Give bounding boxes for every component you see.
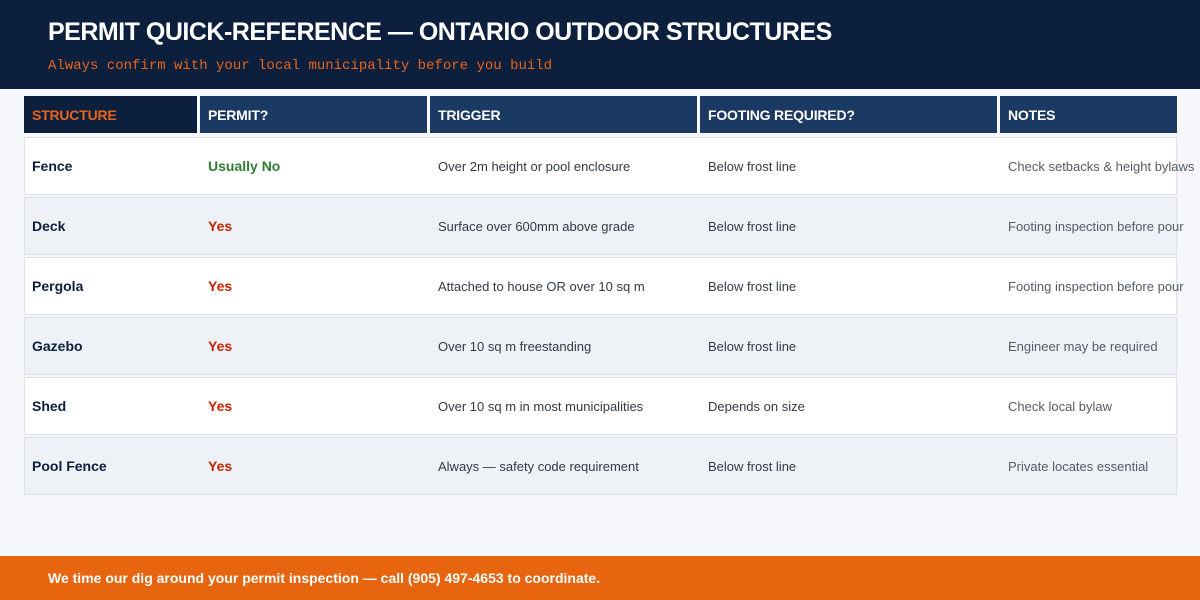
cell-trigger: Surface over 600mm above grade	[438, 218, 635, 234]
table-row	[24, 197, 1184, 255]
cell-footing: Depends on size	[708, 398, 805, 414]
column-header-notes: NOTES	[1000, 96, 1177, 133]
cell-notes: Private locates essential	[1008, 458, 1149, 474]
column-header-trigger: TRIGGER	[430, 96, 697, 133]
cell-notes: Check setbacks & height bylaws	[1008, 158, 1195, 174]
cell-structure: Pool Fence	[32, 458, 107, 474]
cell-permit: Yes	[208, 398, 233, 414]
column-header-structure: STRUCTURE	[24, 96, 197, 133]
table-row	[24, 257, 1184, 315]
table-header-row	[24, 96, 1200, 133]
cell-notes: Footing inspection before pour	[1008, 278, 1184, 294]
cell-trigger: Over 10 sq m in most municipalities	[438, 398, 644, 414]
footer-banner	[0, 556, 1200, 600]
table-body	[24, 137, 1200, 495]
table-row	[24, 317, 1177, 375]
cell-footing: Below frost line	[708, 158, 797, 174]
page-title: PERMIT QUICK-REFERENCE — ONTARIO OUTDOOR STRUCTURES	[48, 18, 832, 46]
table-row	[24, 377, 1177, 435]
column-header-footing: FOOTING REQUIRED?	[700, 96, 997, 133]
cell-permit: Yes	[208, 278, 233, 294]
cell-notes: Engineer may be required	[1008, 338, 1158, 354]
cell-permit: Usually No	[208, 158, 281, 174]
page-subtitle: Always confirm with your local municipality before you build	[48, 58, 553, 74]
table-row	[24, 137, 1195, 195]
cell-structure: Pergola	[32, 278, 84, 294]
cell-trigger: Always — safety code requirement	[438, 458, 639, 474]
cell-footing: Below frost line	[708, 278, 797, 294]
cell-footing: Below frost line	[708, 458, 797, 474]
cell-permit: Yes	[208, 218, 233, 234]
cell-structure: Deck	[32, 218, 66, 234]
cell-structure: Shed	[32, 398, 67, 414]
cell-permit: Yes	[208, 338, 233, 354]
permit-table	[24, 96, 1200, 497]
cell-structure: Fence	[32, 158, 73, 174]
cell-footing: Below frost line	[708, 218, 797, 234]
cell-footing: Below frost line	[708, 338, 797, 354]
cell-structure: Gazebo	[32, 338, 83, 354]
footer-call-to-action: We time our dig around your permit inspection — call (905) 497-4653 to coordinate.	[48, 570, 601, 586]
cell-trigger: Attached to house OR over 10 sq m	[438, 278, 645, 294]
cell-notes: Footing inspection before pour	[1008, 218, 1184, 234]
cell-permit: Yes	[208, 458, 233, 474]
cell-notes: Check local bylaw	[1008, 398, 1113, 414]
page-header	[0, 0, 1200, 89]
cell-trigger: Over 10 sq m freestanding	[438, 338, 592, 354]
cell-trigger: Over 2m height or pool enclosure	[438, 158, 631, 174]
column-header-permit: PERMIT?	[200, 96, 427, 133]
table-row	[24, 437, 1177, 495]
